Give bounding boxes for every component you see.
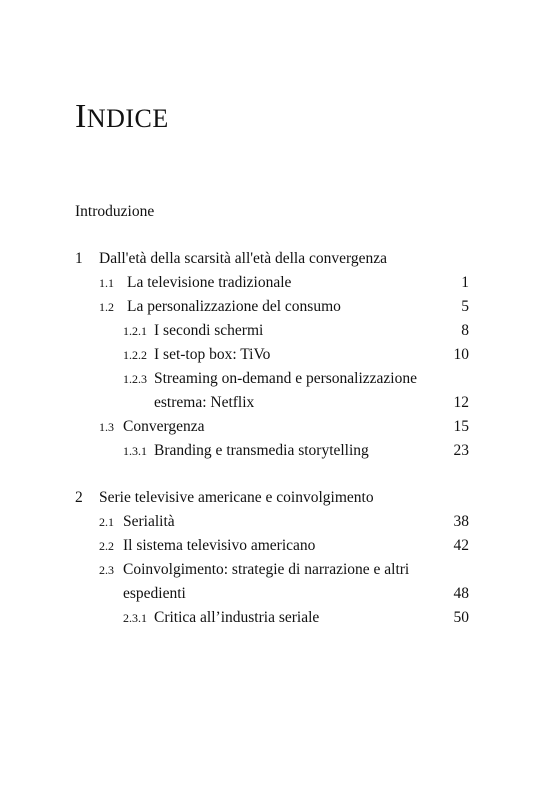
page-number: 48 [453, 585, 469, 602]
section-number: 1.1 [99, 276, 114, 290]
toc-chapter-2[interactable] [0, 487, 559, 509]
section-title: Streaming on-demand e personalizzazione [154, 370, 417, 387]
toc-intro[interactable] [0, 201, 559, 223]
section-title: La personalizzazione del consumo [127, 298, 341, 315]
section-title: Il sistema televisivo americano [123, 537, 316, 554]
section-title: La televisione tradizionale [127, 274, 292, 291]
page-number: 23 [453, 442, 469, 459]
toc-chapter-1[interactable] [0, 248, 559, 270]
section-number: 2.2 [99, 539, 114, 553]
page-number: 15 [453, 418, 469, 435]
section-title: Convergenza [123, 418, 205, 435]
page-number: 5 [461, 298, 469, 315]
section-title: Critica all’industria seriale [154, 609, 320, 626]
toc-section-2-2[interactable] [0, 535, 559, 557]
page-number: 42 [453, 537, 469, 554]
page-title [75, 97, 169, 139]
chapter-title: Dall'età della scarsità all'età della convergenza [99, 250, 388, 267]
page-number: 12 [453, 394, 469, 411]
section-title: I secondi schermi [154, 322, 264, 339]
title-initial: I [75, 98, 87, 135]
section-number: 2.3.1 [123, 611, 147, 625]
chapter-number: 1 [75, 250, 83, 267]
section-number: 1.2 [99, 300, 114, 314]
section-title: Coinvolgimento: strategie di narrazione e altri [123, 561, 410, 578]
toc-section-2-1[interactable] [0, 511, 559, 533]
toc-section-1-3-1[interactable] [0, 440, 559, 462]
toc-section-1-2-2[interactable] [0, 344, 559, 366]
toc-section-1-3[interactable] [0, 416, 559, 438]
section-number: 1.2.2 [123, 348, 147, 362]
page-number: 38 [453, 513, 469, 530]
toc-intro-label: Introduzione [75, 203, 155, 220]
page-number: 1 [461, 274, 469, 291]
section-number: 1.3.1 [123, 444, 147, 458]
section-number: 1.3 [99, 420, 114, 434]
section-title-continued: estrema: Netflix [154, 394, 255, 411]
toc-section-2-3[interactable] [0, 559, 559, 581]
toc-section-2-3-1[interactable] [0, 607, 559, 629]
toc-section-2-3-cont[interactable] [0, 583, 559, 605]
chapter-title: Serie televisive americane e coinvolgimento [99, 489, 374, 506]
section-number: 2.3 [99, 563, 114, 577]
toc-section-1-2[interactable] [0, 296, 559, 318]
toc-section-1-2-3[interactable] [0, 368, 559, 390]
toc-section-1-2-1[interactable] [0, 320, 559, 342]
section-title: I set-top box: TiVo [154, 346, 271, 363]
section-number: 2.1 [99, 515, 114, 529]
title-rest: NDICE [86, 104, 169, 133]
page-number: 8 [461, 322, 469, 339]
section-number: 1.2.3 [123, 372, 147, 386]
page-number: 50 [453, 609, 469, 626]
toc-section-1-1[interactable] [0, 272, 559, 294]
section-title: Serialità [123, 513, 175, 530]
chapter-number: 2 [75, 489, 83, 506]
section-number: 1.2.1 [123, 324, 147, 338]
page-number: 10 [453, 346, 469, 363]
section-title: Branding e transmedia storytelling [154, 442, 369, 459]
section-title-continued: espedienti [123, 585, 186, 602]
toc-section-1-2-3-cont[interactable] [0, 392, 559, 414]
